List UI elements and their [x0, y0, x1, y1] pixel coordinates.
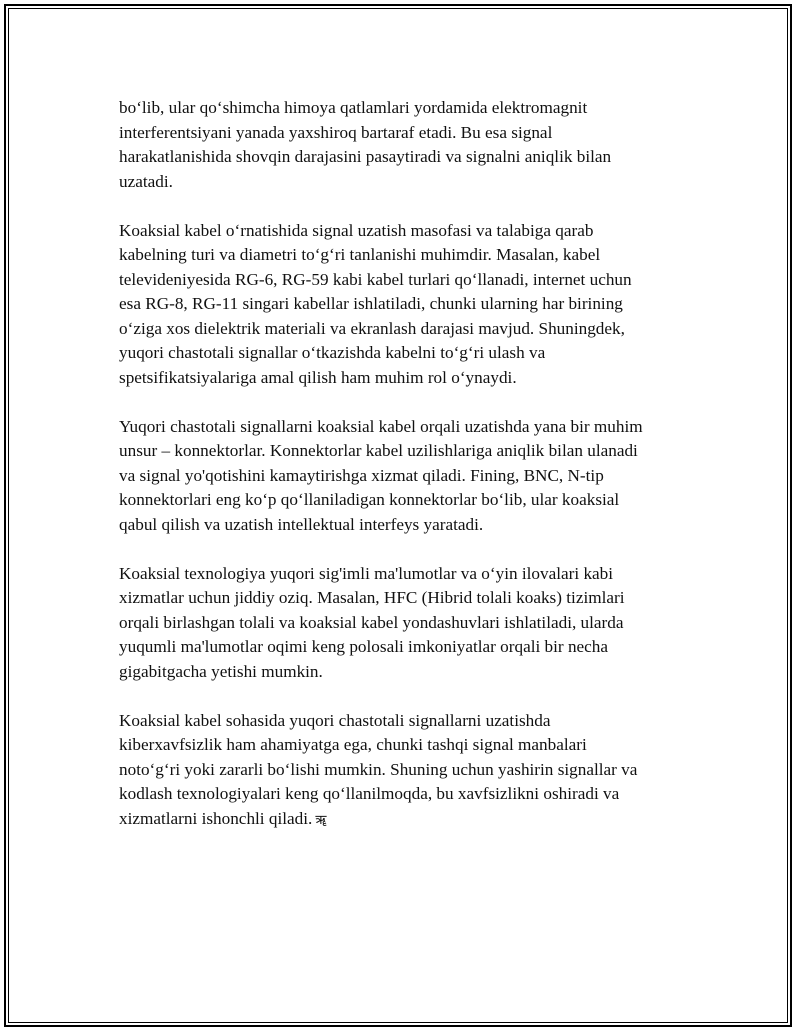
paragraph-1: [119, 96, 709, 194]
text-line: kiberxavfsizlik ham ahamiyatga ega, chunki tashqi signal manbalari: [119, 735, 587, 754]
text-line: spetsifikatsiyalariga amal qilish ham muhim rol o‘ynaydi.: [119, 367, 517, 387]
text-line: o‘ziga xos dielektrik materiali va ekranlash darajasi mavjud. Shuningdek,: [119, 318, 625, 338]
text-line: xizmatlar uchun jiddiy oziq. Masalan, HFC (Hibrid tolali koaks) tizimlari: [119, 588, 625, 607]
text-line: yuqori chastotali signallar o‘tkazishda kabelni to‘g‘ri ulash va: [119, 343, 546, 362]
text-line: kabelning turi va diametri to‘g‘ri tanlanishi muhimdir. Masalan, kabel: [119, 245, 601, 264]
text-line: Koaksial texnologiya yuqori sig'imli ma'lumotlar va o‘yin ilovalari kabi: [119, 563, 614, 583]
text-line: va signal yo'qotishini kamaytirishga xizmat qiladi. Fining, BNC, N-tip: [119, 465, 604, 485]
text-line: orqali birlashgan tolali va koaksial kabel yondashuvlari ishlatiladi, ularda: [119, 612, 624, 632]
text-line: kodlash texnologiyalari keng qo‘llanilmoqda, bu xavfsizlikni oshiradi va: [119, 784, 620, 803]
document-page: [4, 4, 792, 1027]
end-of-text-mark: ॠ: [315, 812, 327, 828]
text-line: Koaksial kabel o‘rnatishida signal uzatish masofasi va talabiga qarab: [119, 220, 594, 240]
text-line: esa RG-8, RG-11 singari kabellar ishlatiladi, chunki ularning har birining: [119, 294, 623, 313]
text-line: televideniyesida RG-6, RG-59 kabi kabel turlari qo‘llanadi, internet uchun: [119, 269, 632, 289]
text-line: unsur – konnektorlar. Konnektorlar kabel uzilishlariga aniqlik bilan ulanadi: [119, 441, 638, 460]
text-line: bo‘lib, ular qo‘shimcha himoya qatlamlari yordamida elektromagnit: [119, 98, 588, 117]
text-line: uzatadi.: [119, 171, 173, 191]
paragraph-3: [119, 415, 709, 538]
text-line: qabul qilish va uzatish intellektual interfeys yaratadi.: [119, 514, 484, 534]
paragraph-2: [119, 219, 709, 391]
text-line: Yuqori chastotali signallarni koaksial kabel orqali uzatishda yana bir muhim: [119, 416, 643, 436]
text-line: noto‘g‘ri yoki zararli bo‘lishi mumkin. Shuning uchun yashirin signallar va: [119, 759, 638, 779]
document-body: [119, 96, 709, 858]
paragraph-5: [119, 709, 709, 834]
text-line: konnektorlari eng ko‘p qo‘llaniladigan konnektorlar bo‘lib, ular koaksial: [119, 490, 620, 509]
text-line: interferentsiyani yanada yaxshiroq bartaraf etadi. Bu esa signal: [119, 122, 553, 142]
text-line-last: [119, 807, 709, 834]
text-line: harakatlanishida shovqin darajasini pasaytiradi va signalni aniqlik bilan: [119, 147, 612, 166]
paragraph-4: [119, 562, 709, 685]
text-line-content: xizmatlarni ishonchli qiladi.: [119, 808, 313, 828]
text-line: gigabitgacha yetishi mumkin.: [119, 661, 323, 681]
text-line: Koaksial kabel sohasida yuqori chastotali signallarni uzatishda: [119, 710, 551, 730]
text-line: yuqumli ma'lumotlar oqimi keng polosali imkoniyatlar orqali bir necha: [119, 637, 609, 656]
